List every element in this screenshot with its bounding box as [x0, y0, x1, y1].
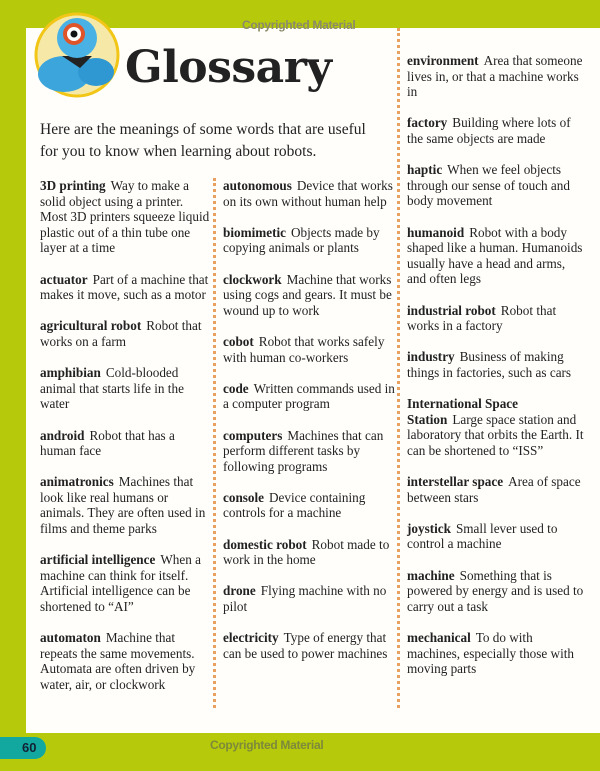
glossary-definition: When we feel objects through our sense of touch and body movement [407, 162, 570, 209]
glossary-definition: Business of making things in factories, such as cars [407, 349, 572, 380]
glossary-entry [223, 272, 395, 319]
glossary-definition: Robot that works on a farm [40, 318, 202, 349]
glossary-definition: Area of space between stars [407, 474, 581, 505]
glossary-entry [40, 365, 212, 412]
glossary-term: computers [223, 427, 283, 443]
glossary-definition: Robot made to work in the home [223, 536, 390, 568]
glossary-term: haptic [407, 162, 443, 178]
glossary-definition: Part of a machine that makes it move, such as a motor [40, 271, 209, 303]
glossary-entry [223, 583, 395, 614]
glossary-term: 3D printing [40, 178, 106, 193]
glossary-term: clockwork [223, 271, 282, 287]
glossary-term: domestic robot [223, 536, 307, 552]
glossary-definition: Machine that repeats the same movements. Automata are often driven by water, air, or clockwork [40, 630, 196, 692]
glossary-term: humanoid [407, 224, 465, 240]
glossary-entry [223, 630, 395, 661]
glossary-definition: Robot with a body shaped like a human. Humanoids usually have a head and arms, and often legs [407, 224, 583, 287]
glossary-definition: Written commands used in a computer program [223, 380, 395, 412]
glossary-entry [407, 162, 585, 209]
glossary-entry [223, 490, 395, 521]
glossary-entry [40, 272, 212, 303]
glossary-term: drone [223, 583, 256, 599]
glossary-definition: Device containing controls for a machine [223, 489, 366, 521]
glossary-definition: Cold-blooded animal that starts life in the water [40, 365, 184, 412]
glossary-entry [407, 396, 585, 458]
glossary-definition: Robot that works in a factory [407, 302, 557, 334]
glossary-definition: Robot that works safely with human co-workers [223, 333, 385, 365]
glossary-column-2 [223, 178, 395, 677]
page-number-badge [0, 737, 46, 759]
watermark-top: Copyrighted Material [242, 18, 356, 32]
glossary-entry [223, 428, 395, 475]
glossary-term: code [223, 380, 249, 396]
glossary-term: industry [407, 349, 455, 365]
glossary-entry [407, 630, 585, 677]
glossary-entry [407, 474, 585, 505]
glossary-definition: To do with machines, especially those with moving parts [407, 629, 574, 677]
glossary-entry [223, 178, 395, 209]
glossary-entry [223, 334, 395, 365]
robot-illustration-icon [34, 12, 120, 98]
glossary-entry [40, 474, 212, 536]
glossary-entry [407, 53, 585, 100]
page-number: 60 [22, 740, 37, 755]
glossary-entry [407, 521, 585, 552]
page-title: Glossary [125, 42, 332, 93]
column-divider [397, 28, 400, 708]
glossary-entry [223, 225, 395, 256]
column-divider [213, 178, 216, 708]
glossary-definition: Small lever used to control a machine [407, 520, 558, 552]
glossary-term: agricultural robot [40, 318, 142, 334]
glossary-definition: Machine that works using cogs and gears. It must be wound up to work [223, 271, 392, 318]
intro-text: Here are the meanings of some words that are useful for you to know when learning about robots. [40, 120, 366, 160]
glossary-definition: Machines that look like real humans or animals. They are often used in films and theme parks [40, 474, 206, 537]
glossary-definition: Machines that can perform different tasks by following programs [223, 427, 384, 474]
glossary-entry [407, 115, 585, 146]
glossary-term: actuator [40, 271, 88, 287]
glossary-term: industrial robot [407, 302, 496, 318]
glossary-term: electricity [223, 630, 279, 646]
glossary-term: mechanical [407, 629, 471, 645]
glossary-entry [223, 381, 395, 412]
glossary-term: International Space Station [407, 396, 518, 427]
glossary-entry [40, 552, 212, 614]
glossary-term: machine [407, 567, 455, 583]
glossary-entry [223, 537, 395, 568]
glossary-term: artificial intelligence [40, 552, 156, 568]
glossary-column-3 [407, 53, 585, 692]
glossary-definition: Flying machine with no pilot [223, 583, 387, 615]
glossary-definition: Objects made by copying animals or plants [223, 224, 380, 256]
glossary-term: automaton [40, 630, 101, 646]
glossary-definition: Robot that has a human face [40, 427, 175, 459]
glossary-definition: Area that someone lives in, or that a machine works in [407, 53, 583, 100]
glossary-entry [40, 178, 212, 256]
glossary-definition: Something that is powered by energy and is used to carry out a task [407, 567, 584, 614]
glossary-term: environment [407, 53, 479, 68]
glossary-term: factory [407, 115, 448, 131]
glossary-entry [407, 225, 585, 287]
glossary-term: joystick [407, 520, 451, 536]
glossary-entry [40, 318, 212, 349]
glossary-term: autonomous [223, 178, 292, 193]
glossary-definition: When a machine can think for itself. Artificial intelligence can be shortened to “AI” [40, 552, 201, 615]
glossary-term: android [40, 427, 85, 443]
glossary-term: console [223, 489, 265, 505]
glossary-column-1 [40, 178, 212, 708]
glossary-entry [407, 303, 585, 334]
glossary-term: biomimetic [223, 224, 286, 240]
glossary-term: animatronics [40, 474, 114, 490]
glossary-definition: Building where lots of the same objects are made [407, 115, 571, 146]
glossary-definition: Device that works on its own without human help [223, 178, 393, 209]
glossary-definition: Way to make a solid object using a printer. Most 3D printers squeeze liquid plastic out of a thin tube one layer at a time [40, 178, 210, 256]
glossary-definition: Type of energy that can be used to power machines [223, 630, 388, 661]
watermark-bottom: Copyrighted Material [210, 738, 324, 752]
glossary-entry [40, 428, 212, 459]
glossary-entry [407, 349, 585, 380]
glossary-term: interstellar space [407, 474, 504, 490]
glossary-definition: Large space station and laboratory that orbits the Earth. It can be shortened to “ISS” [407, 411, 584, 458]
glossary-term: amphibian [40, 365, 101, 381]
glossary-entry [40, 630, 212, 692]
glossary-entry [407, 568, 585, 615]
glossary-term: cobot [223, 333, 254, 349]
